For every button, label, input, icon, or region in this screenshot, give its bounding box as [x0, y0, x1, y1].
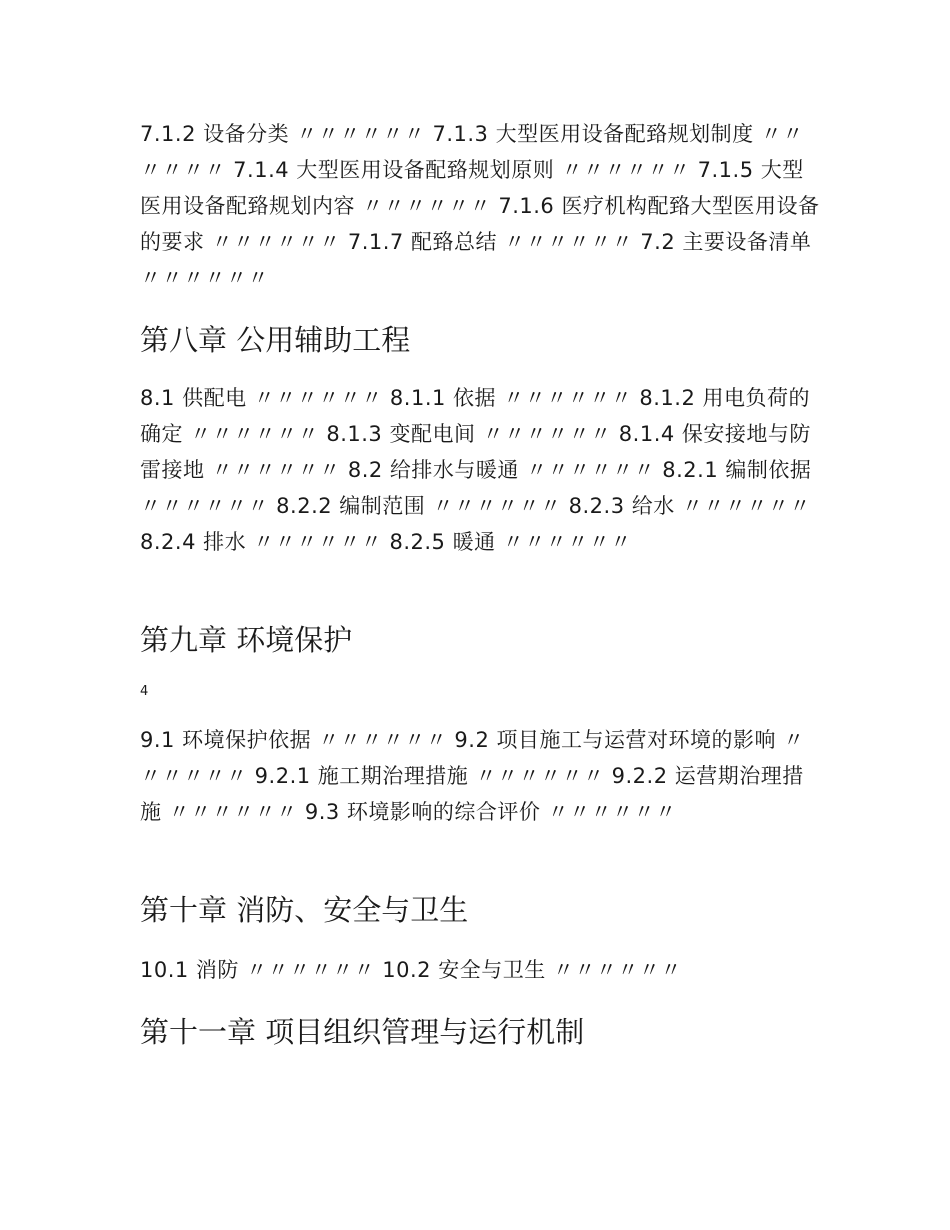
toc-section-9: 9.1 环境保护依据 〃〃〃〃〃〃 9.2 项目施工与运营对环境的影响 〃〃〃〃〃〃 9.2.1 施工期治理措施 〃〃〃〃〃〃 9.2.2 运营期治理措施 〃〃〃〃〃〃 9.3 环境影响的综合评价 〃〃〃〃〃〃	[140, 728, 805, 824]
chapter-11-heading: 第十一章 项目组织管理与运行机制	[140, 1015, 585, 1049]
toc-section-7: 7.1.2 设备分类 〃〃〃〃〃〃 7.1.3 大型医用设备配臵规划制度 〃〃〃〃〃〃 7.1.4 大型医用设备配臵规划原则 〃〃〃〃〃〃 7.1.5 大型医用设备配臵规划内容 〃〃〃〃〃〃 7.1.6 医疗机构配臵大型医用设备的要求 〃〃〃〃〃〃 7.1.7 配臵总结 〃〃〃〃〃〃 7.2 主要设备清单 〃〃〃〃〃〃	[140, 122, 820, 290]
chapter-10-heading: 第十章 消防、安全与卫生	[140, 893, 469, 927]
chapter-9-heading: 第九章 环境保护	[140, 623, 353, 657]
page-number: 4	[140, 684, 149, 699]
toc-section-10: 10.1 消防 〃〃〃〃〃〃 10.2 安全与卫生 〃〃〃〃〃〃	[140, 958, 682, 982]
toc-section-8: 8.1 供配电 〃〃〃〃〃〃 8.1.1 依据 〃〃〃〃〃〃 8.1.2 用电负荷的确定 〃〃〃〃〃〃 8.1.3 变配电间 〃〃〃〃〃〃 8.1.4 保安接地与防雷接地 〃〃〃〃〃〃 8.2 给排水与暖通 〃〃〃〃〃〃 8.2.1 编制依据 〃〃〃〃〃〃 8.2.2 编制范围 〃〃〃〃〃〃 8.2.3 给水 〃〃〃〃〃〃 8.2.4 排水 〃〃〃〃〃〃 8.2.5 暖通 〃〃〃〃〃〃	[140, 386, 812, 554]
chapter-8-heading: 第八章 公用辅助工程	[140, 323, 411, 357]
